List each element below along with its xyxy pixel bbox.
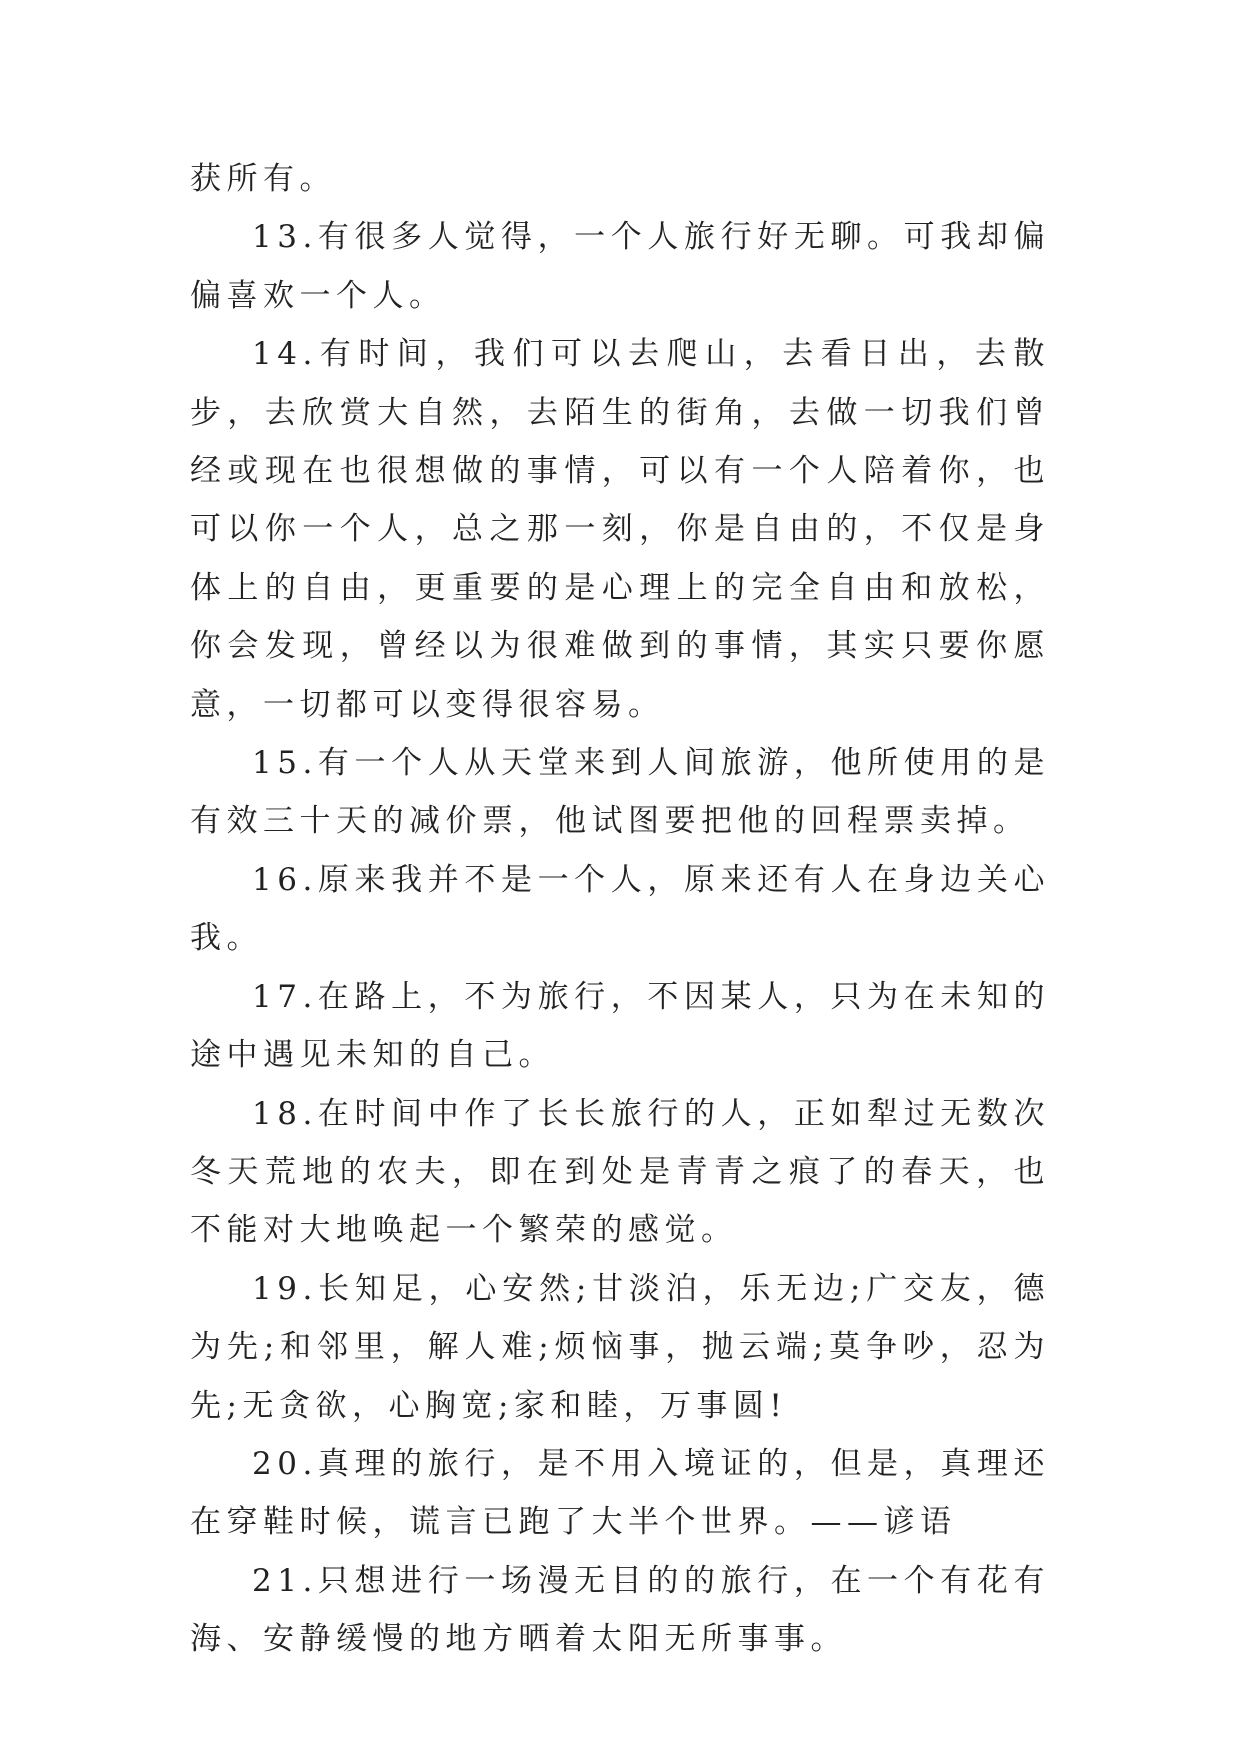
- paragraph-item-21: 21.只想进行一场漫无目的的旅行，在一个有花有海、安静缓慢的地方晒着太阳无所事事。: [190, 1562, 1050, 1658]
- paragraph-item-17: 17.在路上，不为旅行，不因某人，只为在未知的途中遇见未知的自己。: [190, 978, 1050, 1074]
- document-body: [190, 150, 1050, 1669]
- paragraph-item-18: 18.在时间中作了长长旅行的人，正如犁过无数次冬天荒地的农夫，即在到处是青青之痕了的春天，也不能对大地唤起一个繁荣的感觉。: [190, 1095, 1050, 1249]
- paragraph-item-15: 15.有一个人从天堂来到人间旅游，他所使用的是有效三十天的减价票，他试图要把他的回程票卖掉。: [190, 745, 1050, 840]
- paragraph-item-13: 13.有很多人觉得，一个人旅行好无聊。可我却偏偏喜欢一个人。: [190, 219, 1050, 314]
- paragraph-item-19: 19.长知足，心安然;甘淡泊，乐无边;广交友，德为先;和邻里，解人难;烦恼事，抛云端;莫争吵，忍为先;无贪欲，心胸宽;家和睦，万事圆!: [190, 1270, 1050, 1424]
- paragraph-item-20: 20.真理的旅行，是不用入境证的，但是，真理还在穿鞋时候，谎言已跑了大半个世界。——谚语: [190, 1445, 1050, 1541]
- paragraph-continuation: 获所有。: [190, 161, 336, 197]
- paragraph-item-14: 14.有时间，我们可以去爬山，去看日出，去散步，去欣赏大自然，去陌生的街角，去做一切我们曾经或现在也很想做的事情，可以有一个人陪着你，也可以你一个人，总之那一刻，你是自由的，不仅是身体上的自由，更重要的是心理上的完全自由和放松，你会发现，曾经以为很难做到的事情，其实只要你愿意，一切都可以变得很容易。: [190, 336, 1050, 723]
- paragraph-item-16: 16.原来我并不是一个人，原来还有人在身边关心我。: [190, 861, 1050, 957]
